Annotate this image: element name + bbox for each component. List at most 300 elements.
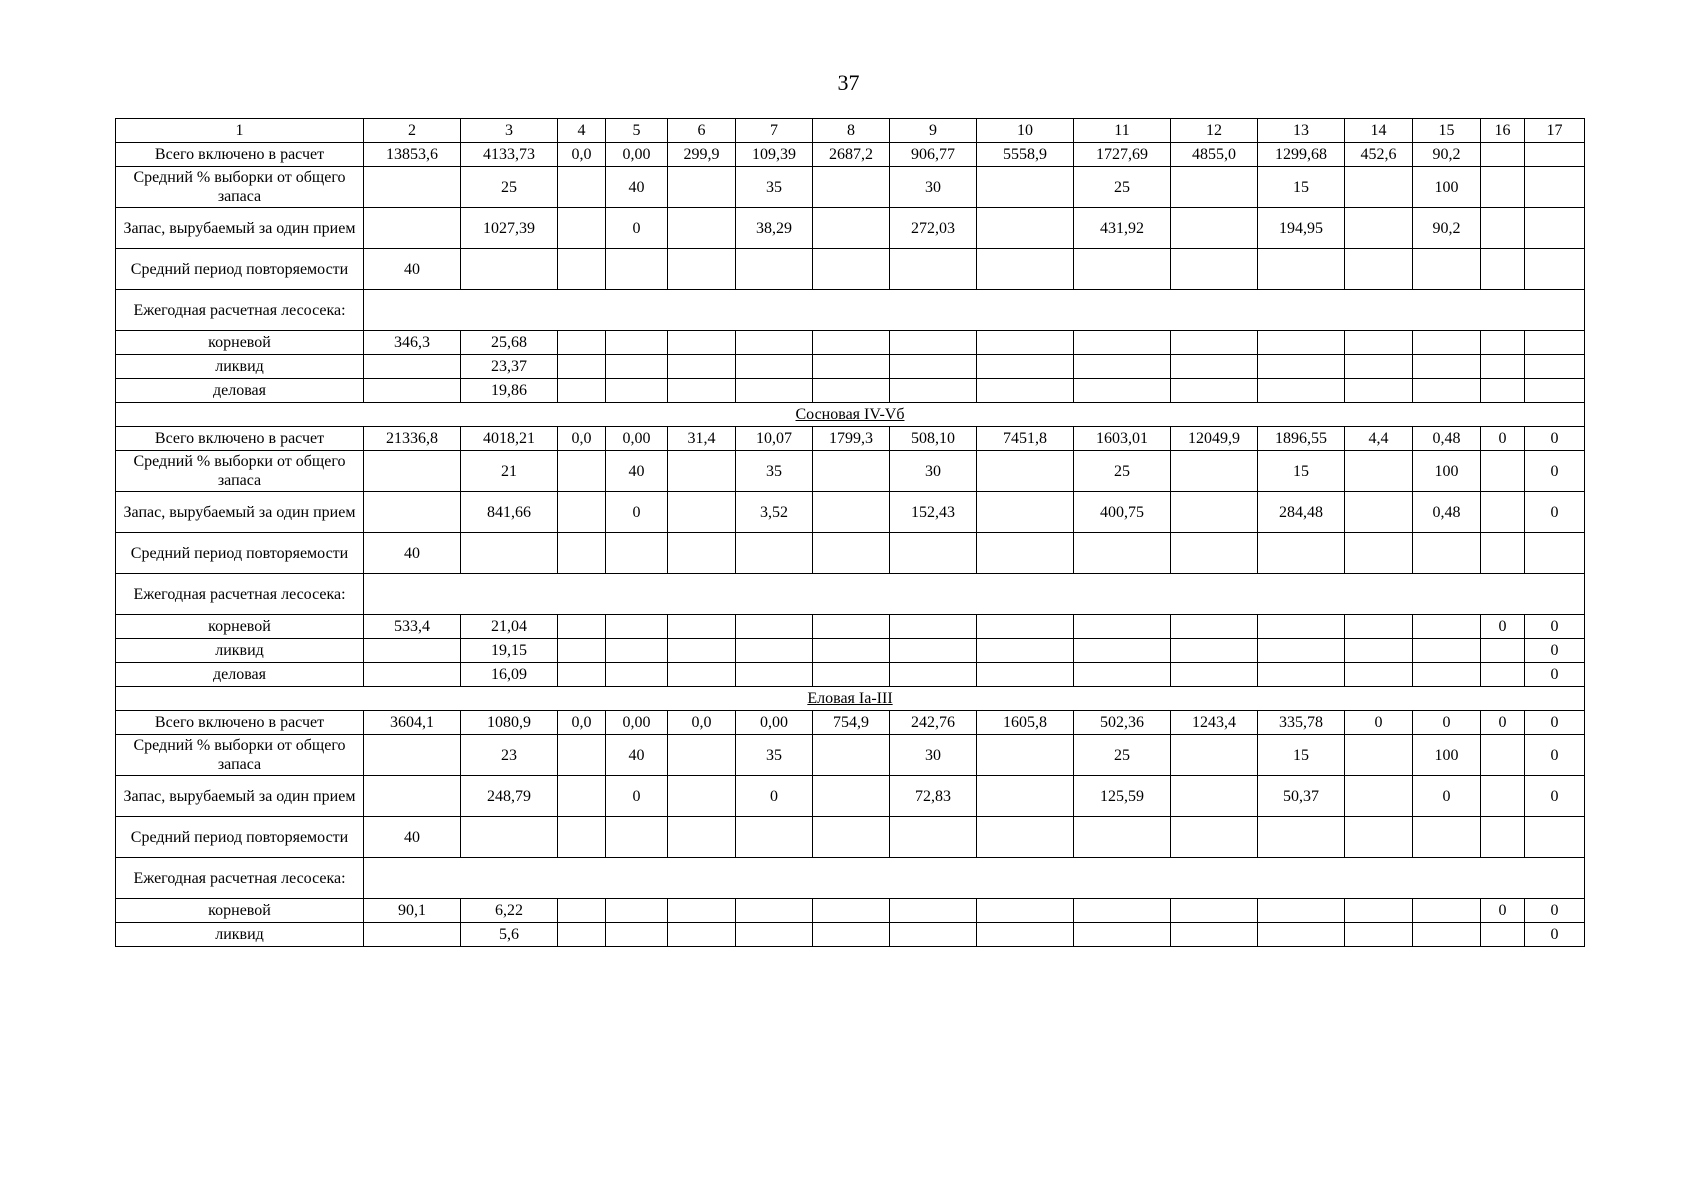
table-cell xyxy=(1258,533,1345,574)
table-cell: 299,9 xyxy=(668,143,736,167)
row-label: Ежегодная расчетная лесосека: xyxy=(116,290,364,331)
table-cell xyxy=(668,331,736,355)
table-cell xyxy=(558,663,606,687)
table-row xyxy=(116,249,1585,290)
table-cell xyxy=(736,331,813,355)
table-cell xyxy=(668,379,736,403)
table-cell xyxy=(1481,492,1525,533)
table-cell xyxy=(558,167,606,208)
table-cell xyxy=(606,639,668,663)
section-cell xyxy=(116,403,1585,427)
table-cell xyxy=(558,735,606,776)
table-cell: 1605,8 xyxy=(977,711,1074,735)
table-cell xyxy=(736,355,813,379)
table-cell xyxy=(668,817,736,858)
table-cell: 5,6 xyxy=(461,923,558,947)
table-cell: 31,4 xyxy=(668,427,736,451)
table-cell: 7451,8 xyxy=(977,427,1074,451)
header-cell: 14 xyxy=(1345,119,1413,143)
table-cell xyxy=(364,735,461,776)
table-cell: 16,09 xyxy=(461,663,558,687)
table-cell xyxy=(736,533,813,574)
table-cell xyxy=(1481,331,1525,355)
header-cell: 8 xyxy=(813,119,890,143)
table-cell xyxy=(1525,379,1585,403)
table-cell xyxy=(558,639,606,663)
table-cell xyxy=(1258,331,1345,355)
table-cell xyxy=(1074,923,1171,947)
row-label: деловая xyxy=(116,379,364,403)
table-row xyxy=(116,208,1585,249)
table-cell xyxy=(813,167,890,208)
table-row xyxy=(116,427,1585,451)
table-cell xyxy=(1345,355,1413,379)
table-cell xyxy=(1413,249,1481,290)
empty-span-cell xyxy=(364,574,1585,615)
table-cell xyxy=(558,492,606,533)
table-cell xyxy=(977,776,1074,817)
table-cell xyxy=(1413,355,1481,379)
table-row xyxy=(116,711,1585,735)
row-label: Всего включено в расчет xyxy=(116,711,364,735)
table-cell xyxy=(668,249,736,290)
table-cell: 4133,73 xyxy=(461,143,558,167)
table-cell xyxy=(1413,331,1481,355)
table-cell: 25 xyxy=(461,167,558,208)
table-row xyxy=(116,899,1585,923)
table-cell xyxy=(1171,899,1258,923)
table-cell xyxy=(364,923,461,947)
table-cell xyxy=(558,533,606,574)
table-cell: 3604,1 xyxy=(364,711,461,735)
table-cell: 502,36 xyxy=(1074,711,1171,735)
table-cell: 0,0 xyxy=(558,711,606,735)
table-cell xyxy=(813,208,890,249)
table-cell: 0 xyxy=(736,776,813,817)
table-cell: 0 xyxy=(1525,899,1585,923)
table-cell: 100 xyxy=(1413,451,1481,492)
table-cell: 19,15 xyxy=(461,639,558,663)
table-cell: 272,03 xyxy=(890,208,977,249)
table-cell: 0 xyxy=(1525,776,1585,817)
table-cell xyxy=(813,249,890,290)
table-row xyxy=(116,355,1585,379)
table-cell xyxy=(813,817,890,858)
table-cell xyxy=(668,639,736,663)
table-cell xyxy=(1525,143,1585,167)
table-cell xyxy=(1345,639,1413,663)
header-cell: 17 xyxy=(1525,119,1585,143)
page-number: 37 xyxy=(837,70,860,95)
table-cell xyxy=(1074,355,1171,379)
table-cell xyxy=(1481,923,1525,947)
table-cell: 12049,9 xyxy=(1171,427,1258,451)
table-cell: 4,4 xyxy=(1345,427,1413,451)
table-cell xyxy=(606,249,668,290)
table-cell xyxy=(1481,143,1525,167)
section-row xyxy=(116,403,1585,427)
table-cell: 0,0 xyxy=(558,143,606,167)
table-cell xyxy=(364,379,461,403)
table-cell: 25 xyxy=(1074,451,1171,492)
table-cell: 0,00 xyxy=(606,711,668,735)
table-cell: 15 xyxy=(1258,735,1345,776)
table-row xyxy=(116,533,1585,574)
table-row xyxy=(116,167,1585,208)
table-cell xyxy=(668,167,736,208)
table-cell: 0 xyxy=(1481,899,1525,923)
table-cell xyxy=(364,208,461,249)
table-cell: 1799,3 xyxy=(813,427,890,451)
table-cell xyxy=(364,776,461,817)
table-cell xyxy=(1525,331,1585,355)
table-cell: 4855,0 xyxy=(1171,143,1258,167)
table-cell xyxy=(668,492,736,533)
table-cell xyxy=(668,899,736,923)
table-cell xyxy=(1525,533,1585,574)
table-cell: 35 xyxy=(736,735,813,776)
table-cell xyxy=(977,663,1074,687)
table-cell xyxy=(668,735,736,776)
table-cell xyxy=(364,355,461,379)
table-cell: 90,2 xyxy=(1413,208,1481,249)
table-row xyxy=(116,735,1585,776)
table-cell: 25 xyxy=(1074,735,1171,776)
table-cell xyxy=(890,379,977,403)
table-cell xyxy=(1258,663,1345,687)
table-cell: 906,77 xyxy=(890,143,977,167)
table-cell xyxy=(813,639,890,663)
table-cell: 21,04 xyxy=(461,615,558,639)
row-label: корневой xyxy=(116,615,364,639)
table-cell: 40 xyxy=(364,249,461,290)
table-cell xyxy=(668,776,736,817)
row-label: корневой xyxy=(116,331,364,355)
table-cell: 4018,21 xyxy=(461,427,558,451)
table-cell xyxy=(977,249,1074,290)
table-cell xyxy=(1345,249,1413,290)
header-cell: 2 xyxy=(364,119,461,143)
table-cell: 10,07 xyxy=(736,427,813,451)
table-cell: 13853,6 xyxy=(364,143,461,167)
header-cell: 12 xyxy=(1171,119,1258,143)
table-row xyxy=(116,143,1585,167)
table-cell xyxy=(1171,451,1258,492)
table-cell: 40 xyxy=(606,451,668,492)
table-cell xyxy=(1258,615,1345,639)
header-cell: 3 xyxy=(461,119,558,143)
table-cell xyxy=(813,451,890,492)
row-label: Средний период повторяемости xyxy=(116,817,364,858)
table-cell: 0 xyxy=(1525,492,1585,533)
table-cell xyxy=(1258,923,1345,947)
table-cell: 23 xyxy=(461,735,558,776)
table-cell: 40 xyxy=(364,533,461,574)
empty-span-cell xyxy=(364,858,1585,899)
table-cell: 0 xyxy=(1413,776,1481,817)
table-cell xyxy=(977,331,1074,355)
header-cell: 11 xyxy=(1074,119,1171,143)
table-cell: 242,76 xyxy=(890,711,977,735)
table-cell xyxy=(1345,208,1413,249)
table-cell xyxy=(977,208,1074,249)
table-cell xyxy=(1074,533,1171,574)
table-cell xyxy=(1258,355,1345,379)
table-cell xyxy=(813,355,890,379)
table-cell xyxy=(1481,379,1525,403)
table-cell: 194,95 xyxy=(1258,208,1345,249)
table-cell xyxy=(606,331,668,355)
table-cell xyxy=(977,899,1074,923)
header-cell: 7 xyxy=(736,119,813,143)
table-row xyxy=(116,817,1585,858)
table-cell xyxy=(1171,776,1258,817)
table-cell xyxy=(890,331,977,355)
table-cell xyxy=(1074,899,1171,923)
header-cell: 5 xyxy=(606,119,668,143)
header-cell: 15 xyxy=(1413,119,1481,143)
table-cell xyxy=(736,249,813,290)
table-cell xyxy=(890,533,977,574)
table-cell xyxy=(977,167,1074,208)
table-cell xyxy=(1345,379,1413,403)
header-row xyxy=(116,119,1585,143)
table-cell: 152,43 xyxy=(890,492,977,533)
table-cell xyxy=(558,249,606,290)
table-cell: 30 xyxy=(890,167,977,208)
table-cell xyxy=(1481,208,1525,249)
header-cell: 13 xyxy=(1258,119,1345,143)
table-cell xyxy=(1345,899,1413,923)
table-cell xyxy=(1413,663,1481,687)
table-cell xyxy=(736,817,813,858)
table-cell xyxy=(1345,615,1413,639)
table-cell xyxy=(364,639,461,663)
table-cell xyxy=(890,663,977,687)
table-cell xyxy=(1481,735,1525,776)
table-cell: 0 xyxy=(1481,711,1525,735)
table-cell xyxy=(1525,249,1585,290)
table-cell xyxy=(1258,639,1345,663)
table-cell: 533,4 xyxy=(364,615,461,639)
table-cell xyxy=(736,379,813,403)
table-cell: 1027,39 xyxy=(461,208,558,249)
table-cell xyxy=(813,379,890,403)
table-cell xyxy=(668,923,736,947)
table-cell xyxy=(890,355,977,379)
table-cell xyxy=(1074,663,1171,687)
table-cell: 0 xyxy=(1525,923,1585,947)
table-cell xyxy=(1413,615,1481,639)
table-cell xyxy=(1171,817,1258,858)
table-cell: 1080,9 xyxy=(461,711,558,735)
table-cell: 248,79 xyxy=(461,776,558,817)
header-cell: 4 xyxy=(558,119,606,143)
table-cell xyxy=(668,355,736,379)
section-title: Сосновая IV-Vб xyxy=(795,406,905,423)
table-cell: 90,1 xyxy=(364,899,461,923)
table-cell xyxy=(1413,923,1481,947)
table-cell xyxy=(1481,167,1525,208)
table-cell xyxy=(736,899,813,923)
table-cell xyxy=(668,451,736,492)
row-label: Средний % выборки от общего запаса xyxy=(116,735,364,776)
forest-calculation-table xyxy=(115,118,1585,947)
row-label: ликвид xyxy=(116,923,364,947)
table-cell xyxy=(977,379,1074,403)
table-cell: 30 xyxy=(890,735,977,776)
table-cell xyxy=(1171,379,1258,403)
table-cell xyxy=(890,639,977,663)
table-cell: 346,3 xyxy=(364,331,461,355)
table-cell: 25,68 xyxy=(461,331,558,355)
table-cell xyxy=(1481,533,1525,574)
table-cell xyxy=(1171,249,1258,290)
table-cell: 841,66 xyxy=(461,492,558,533)
header-cell: 10 xyxy=(977,119,1074,143)
table-cell: 109,39 xyxy=(736,143,813,167)
table-row xyxy=(116,639,1585,663)
table-cell: 5558,9 xyxy=(977,143,1074,167)
table-cell xyxy=(1074,379,1171,403)
table-cell: 100 xyxy=(1413,167,1481,208)
table-cell xyxy=(558,331,606,355)
row-label: Всего включено в расчет xyxy=(116,143,364,167)
table-cell xyxy=(813,776,890,817)
table-cell: 0 xyxy=(1525,639,1585,663)
table-cell: 6,22 xyxy=(461,899,558,923)
table-cell xyxy=(977,639,1074,663)
row-label: Всего включено в расчет xyxy=(116,427,364,451)
table-cell xyxy=(606,817,668,858)
table-cell xyxy=(1525,208,1585,249)
table-cell xyxy=(736,663,813,687)
row-label: Ежегодная расчетная лесосека: xyxy=(116,858,364,899)
subheading-row xyxy=(116,858,1585,899)
row-label: корневой xyxy=(116,899,364,923)
table-cell xyxy=(461,249,558,290)
table-cell xyxy=(1481,355,1525,379)
table-cell: 0,00 xyxy=(606,427,668,451)
table-cell: 35 xyxy=(736,451,813,492)
table-cell xyxy=(606,615,668,639)
table-row xyxy=(116,615,1585,639)
table-cell xyxy=(813,735,890,776)
row-label: Средний % выборки от общего запаса xyxy=(116,167,364,208)
table-cell: 754,9 xyxy=(813,711,890,735)
row-label: Ежегодная расчетная лесосека: xyxy=(116,574,364,615)
table-cell xyxy=(1345,663,1413,687)
table-cell xyxy=(668,208,736,249)
table-row xyxy=(116,776,1585,817)
table-cell xyxy=(736,639,813,663)
table-cell xyxy=(1525,817,1585,858)
table-cell xyxy=(558,923,606,947)
table-cell xyxy=(1413,533,1481,574)
table-cell xyxy=(1481,776,1525,817)
table-cell: 15 xyxy=(1258,451,1345,492)
table-cell xyxy=(1074,639,1171,663)
table-cell: 0 xyxy=(1525,615,1585,639)
table-cell xyxy=(461,817,558,858)
table-cell: 1896,55 xyxy=(1258,427,1345,451)
table-cell xyxy=(813,615,890,639)
table-cell xyxy=(1525,167,1585,208)
table-row xyxy=(116,331,1585,355)
table-cell xyxy=(1345,776,1413,817)
row-label: Запас, вырубаемый за один прием xyxy=(116,492,364,533)
table-cell xyxy=(1171,663,1258,687)
table-cell xyxy=(1258,899,1345,923)
table-cell xyxy=(890,249,977,290)
table-cell xyxy=(1171,923,1258,947)
table-cell: 0,00 xyxy=(736,711,813,735)
table-cell: 1243,4 xyxy=(1171,711,1258,735)
table-cell xyxy=(606,533,668,574)
table-cell: 90,2 xyxy=(1413,143,1481,167)
table-cell: 25 xyxy=(1074,167,1171,208)
table-cell: 0,48 xyxy=(1413,427,1481,451)
row-label: ликвид xyxy=(116,639,364,663)
table-cell xyxy=(813,899,890,923)
table-row xyxy=(116,451,1585,492)
table-cell xyxy=(1171,355,1258,379)
table-cell: 40 xyxy=(606,167,668,208)
table-cell: 40 xyxy=(364,817,461,858)
table-cell xyxy=(461,533,558,574)
table-cell xyxy=(1345,331,1413,355)
subheading-row xyxy=(116,290,1585,331)
row-label: Средний % выборки от общего запаса xyxy=(116,451,364,492)
table-cell: 1603,01 xyxy=(1074,427,1171,451)
table-cell xyxy=(558,817,606,858)
header-cell: 1 xyxy=(116,119,364,143)
table-row xyxy=(116,379,1585,403)
table-cell xyxy=(977,355,1074,379)
table-cell xyxy=(890,615,977,639)
table-cell xyxy=(606,663,668,687)
table-cell xyxy=(1481,817,1525,858)
table-row xyxy=(116,492,1585,533)
table-cell: 0 xyxy=(1525,735,1585,776)
table-cell xyxy=(1345,735,1413,776)
table-cell xyxy=(1171,492,1258,533)
table-cell: 0 xyxy=(1413,711,1481,735)
table-cell xyxy=(1171,639,1258,663)
header-cell: 9 xyxy=(890,119,977,143)
table-cell xyxy=(1258,817,1345,858)
table-cell xyxy=(668,615,736,639)
table-cell xyxy=(1413,639,1481,663)
table-cell xyxy=(1481,249,1525,290)
table-cell: 400,75 xyxy=(1074,492,1171,533)
table-cell xyxy=(977,735,1074,776)
table-cell xyxy=(1171,167,1258,208)
table-cell xyxy=(1171,735,1258,776)
section-cell xyxy=(116,687,1585,711)
table-cell xyxy=(668,533,736,574)
table-cell: 452,6 xyxy=(1345,143,1413,167)
row-label: Средний период повторяемости xyxy=(116,533,364,574)
row-label: Средний период повторяемости xyxy=(116,249,364,290)
table-cell xyxy=(1171,615,1258,639)
table-cell: 23,37 xyxy=(461,355,558,379)
table-cell: 3,52 xyxy=(736,492,813,533)
table-cell xyxy=(1258,249,1345,290)
table-cell: 0 xyxy=(1345,711,1413,735)
table-cell xyxy=(558,208,606,249)
subheading-row xyxy=(116,574,1585,615)
